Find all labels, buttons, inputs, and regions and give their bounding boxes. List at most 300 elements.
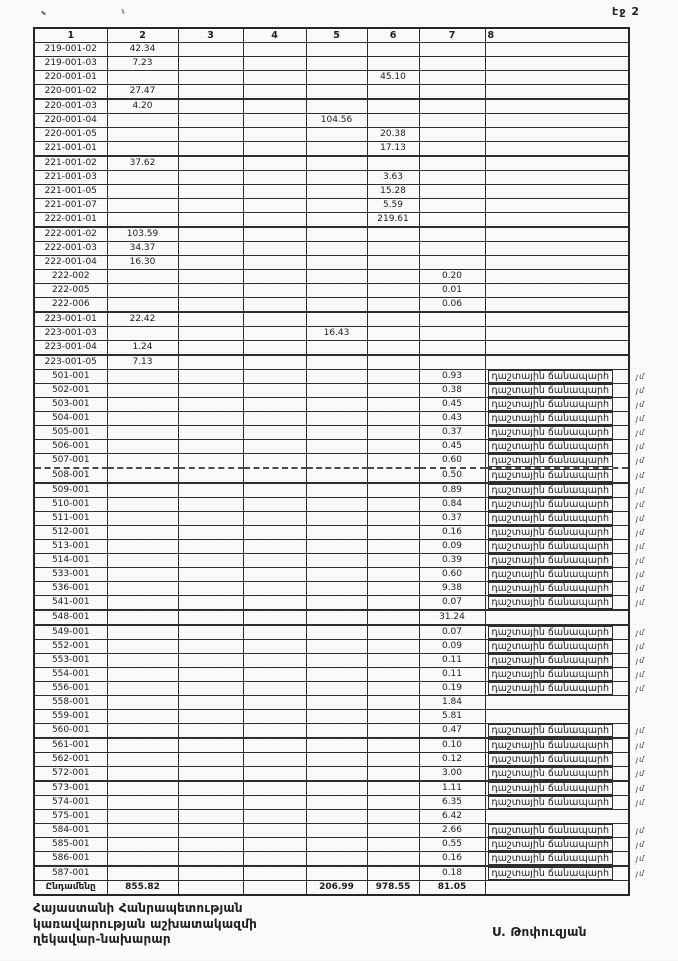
road-type-cell [485, 213, 629, 228]
value-cell [178, 753, 243, 767]
road-label: դաշտային ճանապարհ [488, 412, 614, 425]
value-cell [243, 796, 306, 810]
row-id-cell: 552-001 [34, 640, 107, 654]
value-cell: 7.13 [107, 355, 178, 370]
table-row [34, 781, 663, 796]
page-number: էջ 2 [612, 5, 640, 18]
road-type-cell [485, 468, 629, 483]
value-cell [243, 199, 306, 213]
table-row [34, 355, 663, 370]
value-cell [367, 640, 419, 654]
value-cell [243, 128, 306, 142]
row-id-cell: 584-001 [34, 824, 107, 838]
road-type-cell [485, 654, 629, 668]
value-cell [243, 682, 306, 696]
value-cell: 6.35 [419, 796, 485, 810]
value-cell: 0.07 [419, 596, 485, 611]
value-cell [107, 142, 178, 157]
value-cell [367, 824, 419, 838]
margin-note: յմ [636, 754, 645, 764]
road-type-cell [485, 554, 629, 568]
value-cell [306, 298, 367, 313]
value-cell [306, 568, 367, 582]
value-cell [243, 781, 306, 796]
value-cell [107, 512, 178, 526]
value-cell [306, 738, 367, 753]
value-cell [243, 398, 306, 412]
value-cell [306, 852, 367, 867]
value-cell [243, 327, 306, 341]
value-cell [306, 213, 367, 228]
value-cell [367, 454, 419, 469]
value-cell [107, 596, 178, 611]
road-type-cell [485, 838, 629, 852]
column-header-3: 3 [178, 28, 243, 43]
row-id-cell: 510-001 [34, 498, 107, 512]
row-id-cell: 503-001 [34, 398, 107, 412]
value-cell [419, 355, 485, 370]
value-cell [306, 526, 367, 540]
value-cell: 0.60 [419, 454, 485, 469]
margin-note [629, 341, 663, 356]
table-row [34, 654, 663, 668]
margin-note: յմ [636, 839, 645, 849]
value-cell [306, 156, 367, 171]
value-cell [178, 796, 243, 810]
value-cell [107, 327, 178, 341]
value-cell [107, 810, 178, 824]
value-cell [243, 582, 306, 596]
margin-note: յմ [636, 726, 645, 735]
table-row [34, 454, 663, 469]
table-row [34, 625, 663, 640]
row-id-cell: 549-001 [34, 625, 107, 640]
row-id-cell: 541-001 [34, 596, 107, 611]
value-cell [367, 43, 419, 57]
value-cell [243, 596, 306, 611]
value-cell [367, 412, 419, 426]
margin-note [629, 171, 663, 185]
value-cell [367, 327, 419, 341]
value-cell [367, 610, 419, 625]
road-type-cell [485, 512, 629, 526]
table-row [34, 568, 663, 582]
value-cell: 1.84 [419, 696, 485, 710]
value-cell [367, 370, 419, 384]
table-row [34, 171, 663, 185]
road-type-cell [485, 852, 629, 867]
row-id-cell: 221-001-02 [34, 156, 107, 171]
margin-note: յմ [636, 797, 645, 807]
table-row [34, 213, 663, 228]
value-cell [367, 540, 419, 554]
row-id-cell: 223-001-03 [34, 327, 107, 341]
value-cell [178, 298, 243, 313]
row-id-cell: 222-001-02 [34, 227, 107, 242]
value-cell: 219.61 [367, 213, 419, 228]
value-cell [178, 171, 243, 185]
margin-note: յմ [636, 456, 645, 465]
table-row [34, 596, 663, 611]
value-cell [243, 483, 306, 498]
row-id-cell: 562-001 [34, 753, 107, 767]
value-cell [243, 298, 306, 313]
data-table [33, 27, 664, 896]
value-cell [243, 810, 306, 824]
column-header-2: 2 [107, 28, 178, 43]
road-type-cell [485, 738, 629, 753]
value-cell [107, 298, 178, 313]
value-cell [419, 185, 485, 199]
road-type-cell [485, 199, 629, 213]
road-label: դաշտային ճանապարհ [488, 626, 614, 639]
signature-name: Ս. Թոփուզյան [492, 925, 587, 939]
value-cell [178, 227, 243, 242]
value-cell: 0.45 [419, 398, 485, 412]
value-cell [178, 384, 243, 398]
row-id-cell: 223-001-04 [34, 341, 107, 356]
table-row [34, 824, 663, 838]
table-row [34, 540, 663, 554]
value-cell [243, 412, 306, 426]
road-label: դաշտային ճանապարհ [488, 440, 614, 453]
road-type-cell [485, 355, 629, 370]
value-cell [107, 568, 178, 582]
road-label: դաշտային ճանապարհ [488, 498, 614, 511]
row-id-cell: 507-001 [34, 454, 107, 469]
value-cell [178, 142, 243, 157]
row-id-cell: 502-001 [34, 384, 107, 398]
value-cell [243, 312, 306, 327]
road-type-cell [485, 610, 629, 625]
row-id-cell: 221-001-05 [34, 185, 107, 199]
road-type-cell [485, 596, 629, 611]
row-id-cell: 586-001 [34, 852, 107, 867]
table-row [34, 341, 663, 356]
value-cell [306, 724, 367, 739]
value-cell [178, 654, 243, 668]
value-cell [419, 312, 485, 327]
row-id-cell: 222-001-01 [34, 213, 107, 228]
road-type-cell [485, 298, 629, 313]
value-cell [419, 114, 485, 128]
value-cell [367, 852, 419, 867]
road-label: դաշտային ճանապարհ [488, 640, 614, 653]
table-row [34, 710, 663, 724]
value-cell [107, 824, 178, 838]
table-row [34, 412, 663, 426]
value-cell [243, 710, 306, 724]
row-id-cell: 574-001 [34, 796, 107, 810]
value-cell [243, 71, 306, 85]
road-label: դաշտային ճանապարհ [488, 554, 614, 567]
value-cell [178, 284, 243, 298]
value-cell [306, 384, 367, 398]
road-label: դաշտային ճանապարհ [488, 753, 614, 766]
table-row [34, 810, 663, 824]
value-cell: 0.50 [419, 468, 485, 483]
value-cell [306, 468, 367, 483]
margin-note [629, 185, 663, 199]
value-cell [178, 568, 243, 582]
row-id-cell: 513-001 [34, 540, 107, 554]
table-row [34, 99, 663, 114]
value-cell: 17.13 [367, 142, 419, 157]
value-cell [306, 185, 367, 199]
value-cell [178, 71, 243, 85]
value-cell [178, 596, 243, 611]
value-cell [367, 270, 419, 284]
road-type-cell [485, 242, 629, 256]
value-cell [367, 738, 419, 753]
road-type-cell [485, 142, 629, 157]
value-cell: 1.11 [419, 781, 485, 796]
value-cell [107, 71, 178, 85]
value-cell [107, 370, 178, 384]
value-cell: 0.20 [419, 270, 485, 284]
value-cell [367, 682, 419, 696]
value-cell [243, 284, 306, 298]
table-row [34, 227, 663, 242]
value-cell [243, 156, 306, 171]
road-type-cell [485, 128, 629, 142]
value-cell [367, 512, 419, 526]
margin-note [629, 99, 663, 114]
table-row [34, 440, 663, 454]
value-cell [243, 454, 306, 469]
value-cell: 6.42 [419, 810, 485, 824]
value-cell [107, 710, 178, 724]
value-cell [243, 426, 306, 440]
value-cell [367, 284, 419, 298]
value-cell [419, 71, 485, 85]
value-cell [178, 767, 243, 782]
value-cell [243, 355, 306, 370]
value-cell: 0.07 [419, 625, 485, 640]
value-cell [306, 682, 367, 696]
value-cell [107, 625, 178, 640]
margin-note [629, 85, 663, 100]
road-type-cell [485, 71, 629, 85]
value-cell [306, 85, 367, 100]
value-cell [306, 256, 367, 270]
table-row [34, 71, 663, 85]
value-cell: 0.47 [419, 724, 485, 739]
value-cell: 1.24 [107, 341, 178, 356]
value-cell [178, 483, 243, 498]
road-label: դաշտային ճանապարհ [488, 867, 614, 880]
value-cell [178, 852, 243, 867]
margin-note [629, 881, 663, 896]
margin-note: յմ [636, 825, 645, 835]
value-cell [243, 341, 306, 356]
table-row [34, 682, 663, 696]
margin-note: յմ [636, 485, 645, 495]
road-type-cell [485, 498, 629, 512]
value-cell [243, 824, 306, 838]
margin-note [629, 213, 663, 228]
value-cell [107, 866, 178, 881]
value-cell [243, 440, 306, 454]
margin-note [629, 128, 663, 142]
margin-note: յմ [636, 441, 645, 451]
value-cell [178, 57, 243, 71]
value-cell [306, 796, 367, 810]
row-id-cell: 533-001 [34, 568, 107, 582]
value-cell: 3.00 [419, 767, 485, 782]
row-id-cell: 505-001 [34, 426, 107, 440]
value-cell: 0.38 [419, 384, 485, 398]
value-cell [107, 468, 178, 483]
value-cell [107, 199, 178, 213]
margin-note [629, 312, 663, 327]
value-cell [178, 355, 243, 370]
value-cell [178, 270, 243, 284]
value-cell [107, 838, 178, 852]
value-cell [243, 114, 306, 128]
table-row [34, 582, 663, 596]
table-row [34, 398, 663, 412]
table-row [34, 312, 663, 327]
table-row [34, 256, 663, 270]
road-type-cell [485, 781, 629, 796]
table-row [34, 753, 663, 767]
road-label: դաշտային ճանապարհ [488, 852, 614, 865]
value-cell [243, 753, 306, 767]
value-cell [367, 341, 419, 356]
value-cell [107, 668, 178, 682]
road-type-cell [485, 625, 629, 640]
value-cell [178, 99, 243, 114]
row-id-cell: 223-001-01 [34, 312, 107, 327]
value-cell [243, 640, 306, 654]
table-row [34, 483, 663, 498]
road-type-cell [485, 710, 629, 724]
value-cell [419, 327, 485, 341]
value-cell: 45.10 [367, 71, 419, 85]
value-cell [178, 43, 243, 57]
value-cell [107, 554, 178, 568]
value-cell [367, 866, 419, 881]
margin-note: յմ [636, 783, 645, 793]
value-cell [419, 213, 485, 228]
row-id-cell: 222-002 [34, 270, 107, 284]
margin-note [629, 298, 663, 313]
value-cell [107, 483, 178, 498]
table-row [34, 724, 663, 739]
value-cell [306, 540, 367, 554]
value-cell [178, 838, 243, 852]
table-row [34, 57, 663, 71]
row-id-cell: 220-001-02 [34, 85, 107, 100]
value-cell: 0.55 [419, 838, 485, 852]
value-cell [107, 796, 178, 810]
road-label: դաշտային ճանապարհ [488, 838, 614, 851]
road-type-cell [485, 398, 629, 412]
value-cell [178, 256, 243, 270]
table-row [34, 156, 663, 171]
value-cell [107, 114, 178, 128]
value-cell [419, 256, 485, 270]
road-type-cell [485, 171, 629, 185]
table-row [34, 554, 663, 568]
table-row [34, 838, 663, 852]
margin-note [629, 284, 663, 298]
value-cell [107, 540, 178, 554]
row-id-cell: 512-001 [34, 526, 107, 540]
table-row [34, 866, 663, 881]
value-cell [178, 440, 243, 454]
value-cell [306, 582, 367, 596]
value-cell [107, 696, 178, 710]
value-cell: 34.37 [107, 242, 178, 256]
value-cell [178, 582, 243, 596]
table-row [34, 128, 663, 142]
value-cell: 0.39 [419, 554, 485, 568]
value-cell [243, 370, 306, 384]
row-id-cell: 558-001 [34, 696, 107, 710]
value-cell: 0.45 [419, 440, 485, 454]
road-label: դաշտային ճանապարհ [488, 582, 614, 595]
value-cell [107, 582, 178, 596]
value-cell [367, 568, 419, 582]
value-cell [178, 512, 243, 526]
road-type-cell [485, 85, 629, 100]
margin-note: յմ [636, 868, 645, 878]
value-cell [178, 199, 243, 213]
table-row [34, 468, 663, 483]
footer-line-3: ղեկավար-նախարար [33, 932, 171, 947]
value-cell [306, 512, 367, 526]
road-type-cell [485, 185, 629, 199]
road-type-cell [485, 156, 629, 171]
value-cell [306, 654, 367, 668]
value-cell [367, 724, 419, 739]
road-type-cell [485, 724, 629, 739]
value-cell [178, 540, 243, 554]
road-type-cell [485, 426, 629, 440]
value-cell [306, 753, 367, 767]
road-type-cell [485, 881, 629, 896]
value-cell [243, 384, 306, 398]
value-cell [243, 185, 306, 199]
margin-note [629, 43, 663, 57]
value-cell [367, 526, 419, 540]
value-cell [243, 242, 306, 256]
value-cell: 5.59 [367, 199, 419, 213]
road-type-cell [485, 384, 629, 398]
value-cell: 0.06 [419, 298, 485, 313]
road-label: դաշտային ճանապարհ [488, 469, 614, 482]
road-label: դաշտային ճանապարհ [488, 568, 614, 581]
value-cell [243, 99, 306, 114]
value-cell [306, 370, 367, 384]
header-row [34, 28, 663, 43]
row-id-cell: 511-001 [34, 512, 107, 526]
value-cell [178, 526, 243, 540]
value-cell [178, 156, 243, 171]
value-cell [107, 384, 178, 398]
road-label: դաշտային ճանապարհ [488, 782, 614, 795]
value-cell [367, 114, 419, 128]
footer-block [33, 901, 257, 948]
value-cell [107, 270, 178, 284]
value-cell [367, 312, 419, 327]
margin-note: յմ [636, 371, 645, 381]
value-cell: 103.59 [107, 227, 178, 242]
value-cell: 0.10 [419, 738, 485, 753]
value-cell [243, 738, 306, 753]
